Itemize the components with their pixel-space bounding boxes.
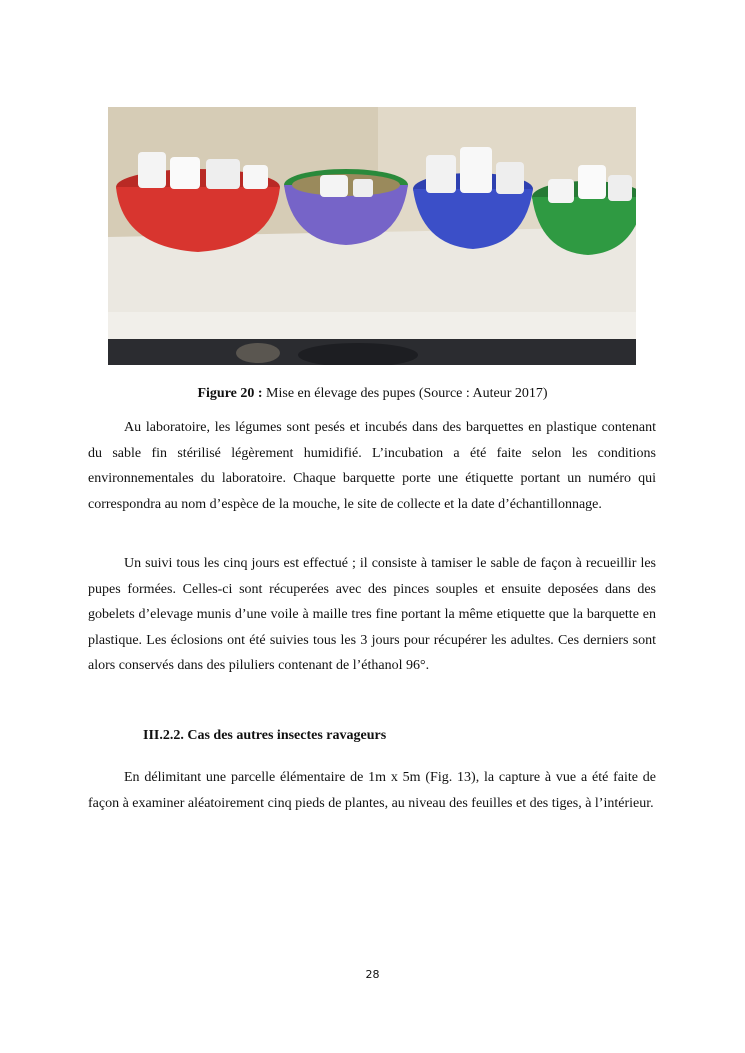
figure-caption bbox=[0, 384, 745, 404]
photo-basins-on-shelf bbox=[108, 107, 636, 365]
figure-label: Figure 20 : bbox=[197, 386, 263, 401]
figure-caption-text: Mise en élevage des pupes (Source : Auteur 2017) bbox=[266, 386, 548, 401]
section-heading: III.2.2. Cas des autres insectes ravageurs bbox=[143, 728, 387, 743]
figure-photo bbox=[108, 107, 636, 365]
paragraph-3: En délimitant une parcelle élémentaire de 1m x 5m (Fig. 13), la capture à vue a été faite de façon à examiner aléatoirement cinq pieds de plantes, au niveau des feuilles et des tiges, à l’intérieur. bbox=[88, 770, 656, 811]
paragraph-2: Un suivi tous les cinq jours est effectué ; il consiste à tamiser le sable de façon à recueillir les pupes formées. Celles-ci sont récuperées avec des pinces souples et ensuite deposées dans des gobelets d’elevage munis d’une voile à maille tres fine portant la même etiquette que la barquette en plastique. Les éclosions ont été suivies tous les 3 jours pour récupérer les adultes. Ces derniers sont alors conservés dans des piluliers contenant de l’éthanol 96°. bbox=[88, 556, 656, 674]
paragraph-1: Au laboratoire, les légumes sont pesés et incubés dans des barquettes en plastique contenant du sable fin stérilisé légèrement humidifié. L’incubation a été faite selon les conditions environnementales du laboratoire. Chaque barquette porte une étiquette portant un numéro qui correspondra au nom d’espèce de la mouche, le site de collecte et la date d’échantillonnage. bbox=[88, 420, 656, 512]
page-number: 28 bbox=[365, 968, 380, 981]
